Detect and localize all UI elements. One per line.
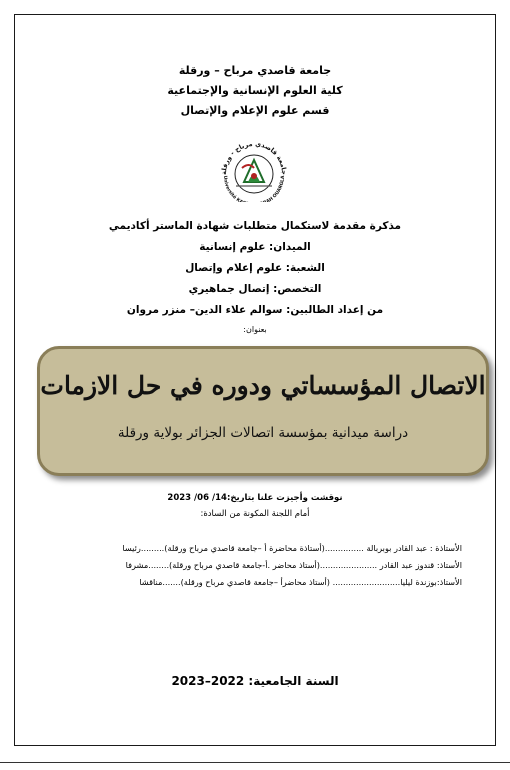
field-line: الميدان: علوم إنسانية <box>199 241 311 253</box>
branch-line: الشعبة: علوم إعلام وإتصال <box>185 262 325 274</box>
logo-latin-text: Université K AH OUARGLA <box>221 175 287 202</box>
title-box <box>37 346 489 476</box>
memo-statement: مذكرة مقدمة لاستكمال متطلبات شهادة الماستر أكاديمي <box>108 220 402 232</box>
committee-intro: أمام اللجنة المكونة من السادة: <box>200 509 310 519</box>
committee-member-examiner: الأستاذ:بوزندة ليليا.......................... (أستاذ محاضرأ –جامعة قاصدي مرباح ورقلة).......مناقشا <box>139 577 462 587</box>
specialty-line: التخصص: إتصال جماهيري <box>188 283 322 295</box>
committee-member-supervisor: الأستاذ: قندوز عبد القادر ......................(أستاذ محاضر .أ-جامعة قاصدي مرباح ورقلة)........مشرفا <box>125 560 462 570</box>
university-logo <box>212 132 296 202</box>
committee-member-chair: الأستاذة : عبد القادر بوبربالة ...............(أستاذة محاضرة أ –جامعة قاصدي مرباح ورقلة).........رئيسا <box>122 543 462 553</box>
students-line: من إعداد الطالبين: سوالم علاء الدين– منزر مروان <box>126 304 384 316</box>
department-name: قسم علوم الإعلام والإتصال <box>180 104 330 117</box>
university-name: جامعة قاصدي مرباح – ورقلة <box>178 64 332 77</box>
defense-date: نوقشت وأجيزت علنا بتاريخ:14/ 06/ 2023 <box>167 493 343 503</box>
subtitle: دراسة ميدانية بمؤسسة اتصالات الجزائر بولاية ورقلة <box>117 425 409 441</box>
main-title: الاتصال المؤسساتي ودوره في حل الازمات <box>40 371 486 400</box>
bottom-rule <box>0 762 510 763</box>
academic-year: السنة الجامعية: 2022–2023 <box>171 674 339 688</box>
title-label: بعنوان: <box>243 325 267 334</box>
faculty-name: كلية العلوم الإنسانية والإجتماعية <box>167 84 343 97</box>
logo-arabic-text: جامعة قاصدي مرباح - ورقلة <box>219 139 289 176</box>
